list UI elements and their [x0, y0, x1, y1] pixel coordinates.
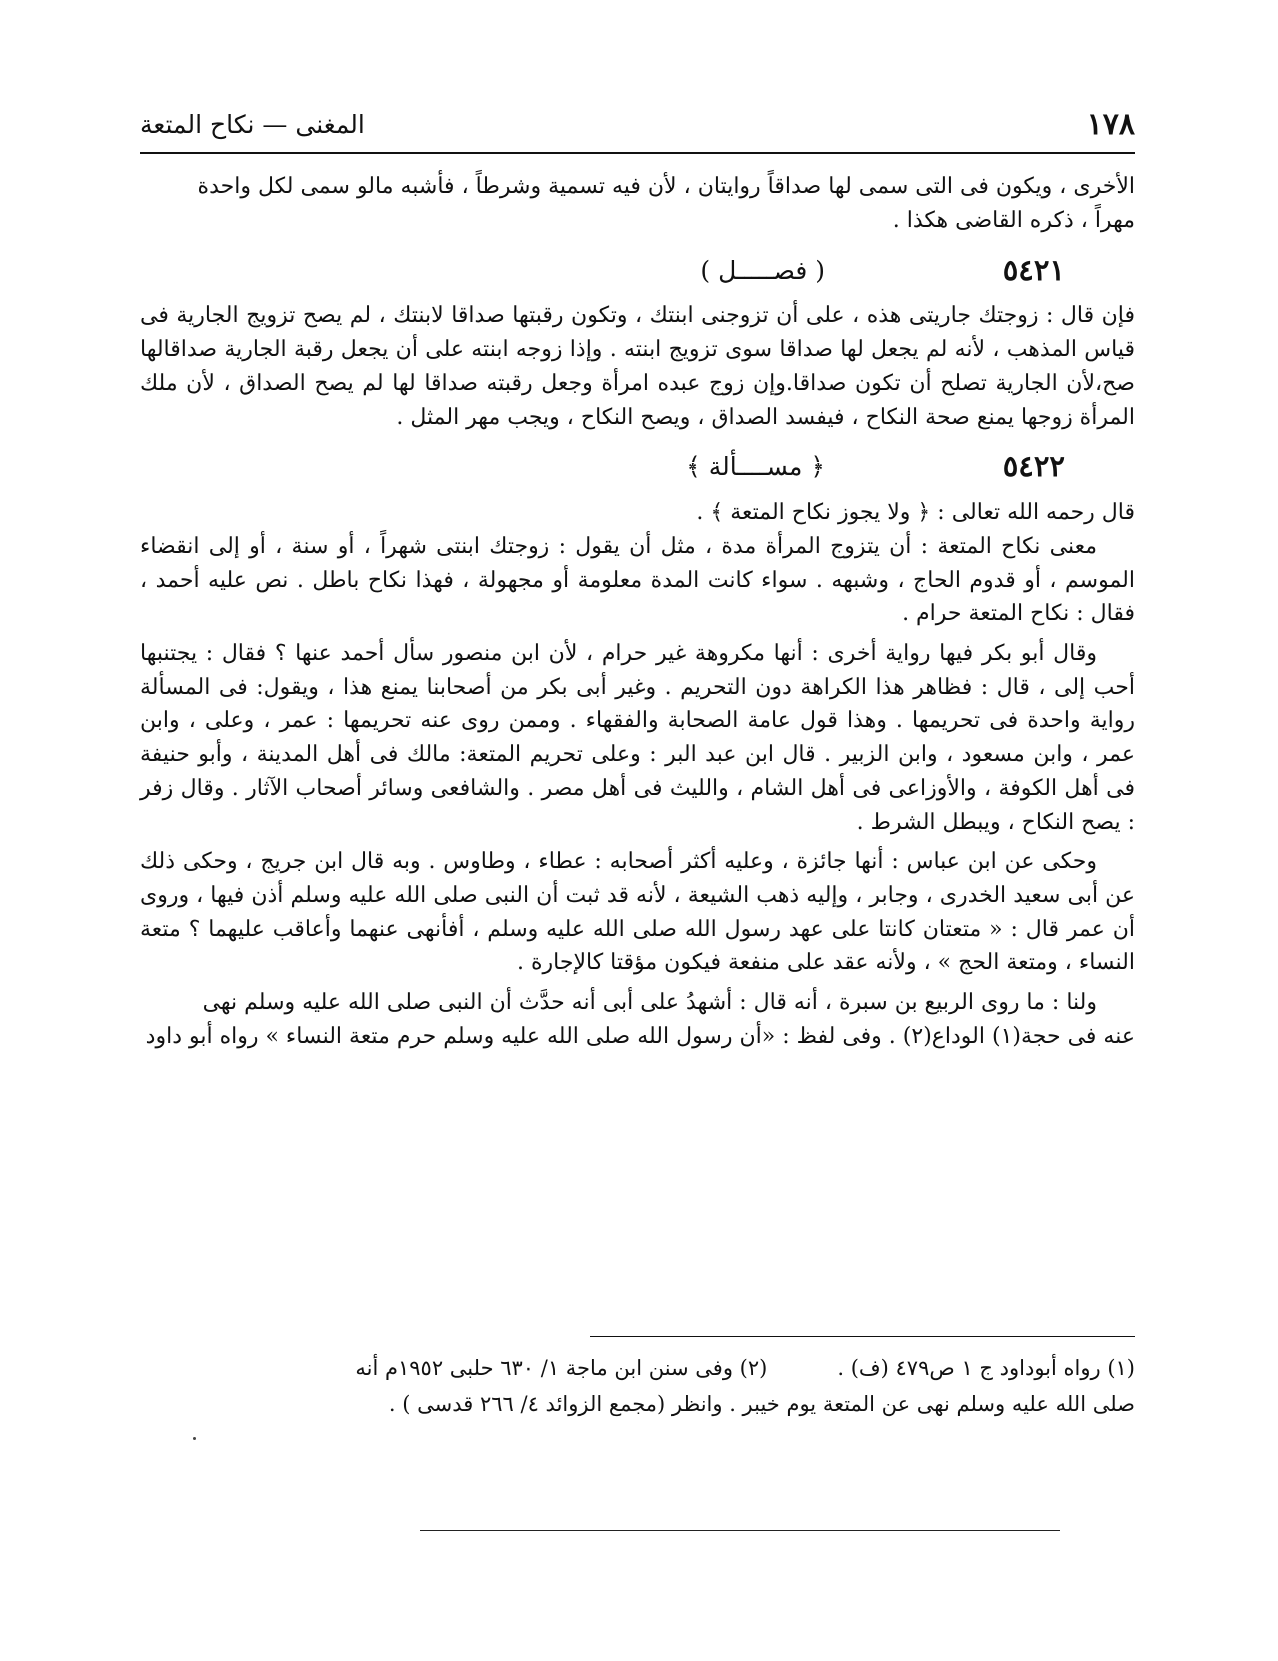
section-number: ٥٤٢٢ [1002, 449, 1065, 484]
section-label: ( فصـــــل ) [700, 255, 825, 285]
quoted-ruling: قال رحمه الله تعالى : ﴿ ولا يجوز نكاح المتعة ﴾ . [696, 500, 1135, 526]
main-text [140, 170, 1135, 1053]
paragraph: معنى نكاح المتعة : أن يتزوج المرأة مدة ، مثل أن يقول : زوجتك ابنتى شهراً ، أو سنة ، أو إلى انقضاء الموسم ، أو قدوم الحاج ، وشبهه . سواء كانت المدة معلومة أو مجهولة ، فهذا نكاح باطل . نص عليه أحمد ، فقال : نكاح المتعة حرام . [140, 533, 1135, 627]
bottom-rule [420, 1530, 1060, 1531]
ink-speck [193, 1437, 196, 1440]
running-title: المغنى — نكاح المتعة [140, 109, 365, 139]
footnote-2-continued: صلى الله عليه وسلم نهى عن المتعة يوم خيبر . وانظر (مجمع الزوائد ٤/ ٢٦٦ قدسى ) . [388, 1392, 1135, 1416]
section-label: ﴿ مســــألة ﴾ [686, 452, 825, 482]
footnote-1: (١) رواه أبوداود ج ١ ص٤٧٩ (ف) . [837, 1356, 1135, 1380]
footnote-row [140, 1350, 1135, 1386]
section-number: ٥٤٢١ [1002, 252, 1065, 287]
section-heading-5422 [140, 442, 1135, 492]
intro-line-2: مهراً ، ذكره القاضى هكذا . [892, 207, 1135, 233]
page-number: ١٧٨ [1086, 106, 1135, 142]
footnote-2: (٢) وفى سنن ابن ماجة ١/ ٦٣٠ حلبى ١٩٥٢م أنه [355, 1356, 768, 1380]
paragraph-line: عنه فى حجة(١) الوداع(٢) . وفى لفظ : «أن رسول الله صلى الله عليه وسلم حرم متعة النساء » رواه أبو داود [145, 1023, 1135, 1049]
footnotes [140, 1350, 1135, 1422]
header-rule [140, 152, 1135, 154]
intro-line-1: الأخرى ، ويكون فى التى سمى لها صداقاً روايتان ، لأن فيه تسمية وشرطاً ، فأشبه مالو سمى لكل واحدة [197, 174, 1135, 199]
footnote-rule [590, 1336, 1135, 1337]
section-heading-5421 [140, 245, 1135, 295]
paragraph-line: ولنا : ما روى الربيع بن سبرة ، أنه قال : أشهدُ على أبى أنه حدَّث أن النبى صلى الله عليه وسلم نهى [202, 990, 1097, 1016]
paragraph: وحكى عن ابن عباس : أنها جائزة ، وعليه أكثر أصحابه : عطاء ، وطاوس . وبه قال ابن جريج ، وحكى ذلك عن أبى سعيد الخدرى ، وجابر ، وإليه ذهب الشيعة ، لأنه قد ثبت أن النبى صلى الله عليه وسلم أذن فيها ، وروى أن عمر قال : « متعتان كانتا على عهد رسول الله صلى الله عليه وسلم ، أفأنهى عنهما وأعاقب عليهما ؟ متعة النساء ، ومتعة الحج » ، ولأنه عقد على منفعة فيكون مؤقتا كالإجارة . [140, 849, 1135, 976]
page-header [140, 100, 1135, 148]
paragraph: وقال أبو بكر فيها رواية أخرى : أنها مكروهة غير حرام ، لأن ابن منصور سأل أحمد عنها ؟ فقال : يجتنبها أحب إلى ، قال : فظاهر هذا الكراهة دون التحريم . وغير أبى بكر من أصحابنا يمنع هذا ، ويقول: فى المسألة رواية واحدة فى تحريمها . وهذا قول عامة الصحابة والفقهاء . وممن روى عنه تحريمها : عمر ، وعلى ، وابن عمر ، وابن مسعود ، وابن الزبير . قال ابن عبد البر : وعلى تحريم المتعة: مالك فى أهل المدينة ، وأبو حنيفة فى أهل الكوفة ، والأوزاعى فى أهل الشام ، والليث فى أهل مصر . والشافعى وسائر أصحاب الآثار . وقال زفر : يصح النكاح ، ويبطل الشرط . [140, 641, 1135, 835]
paragraph: فإن قال : زوجتك جاريتى هذه ، على أن تزوجنى ابنتك ، وتكون رقبتها صداقا لابنتك ، لم يصح تزويج الجارية فى قياس المذهب ، لأنه لم يجعل لها صداقا سوى تزويج ابنته . وإذا زوجه ابنته على أن يجعل رقبة الجارية صداقالها صح،لأن الجارية تصلح أن تكون صداقا.وإن زوج عبده امرأة وجعل رقبته صداقا لها لم يصح الصداق ، لأن ملك المرأة زوجها يمنع صحة النكاح ، فيفسد الصداق ، ويصح النكاح ، ويجب مهر المثل . [140, 303, 1135, 430]
